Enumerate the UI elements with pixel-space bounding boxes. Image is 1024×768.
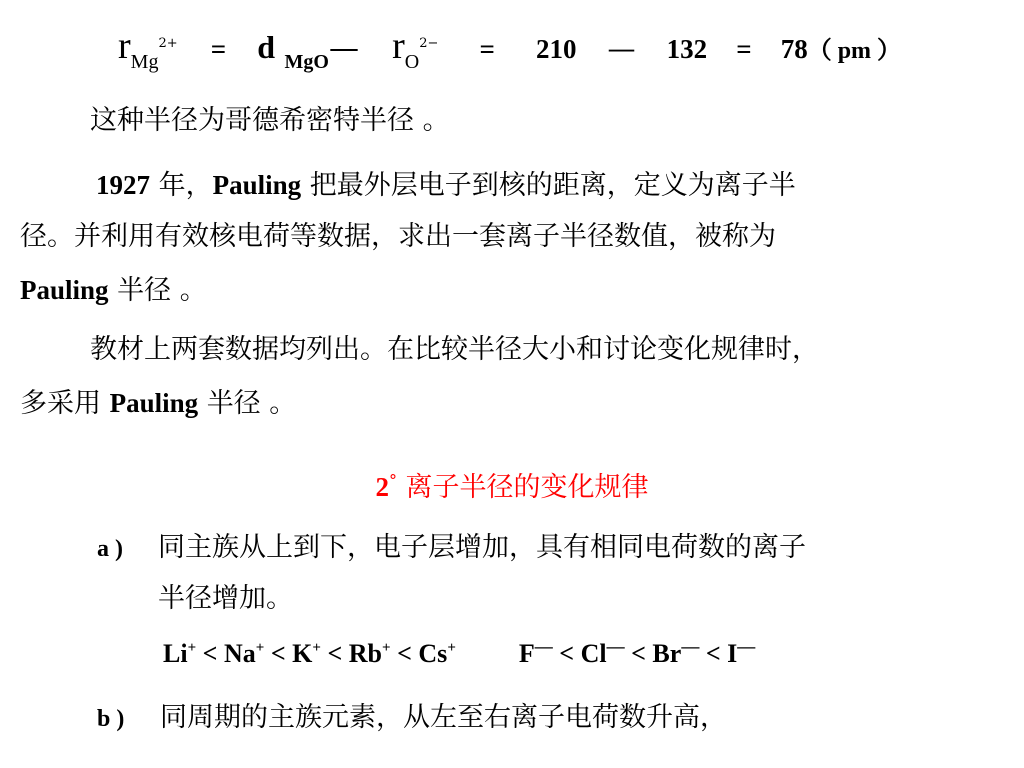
pauling-year-suffix: 年， bbox=[150, 170, 213, 201]
anion-f: F bbox=[518, 639, 535, 668]
formula-value-132: 132 bbox=[666, 34, 708, 64]
formula-r-sub-o: O bbox=[404, 51, 420, 73]
pauling-name-2: Pauling bbox=[20, 275, 109, 305]
item-b-line-1: 同周期的主族元素，从左至右离子电荷数升高， bbox=[160, 702, 727, 733]
anion-charge: — bbox=[681, 636, 700, 656]
pauling-paragraph-line-1 bbox=[96, 166, 796, 205]
section-heading bbox=[0, 465, 1024, 504]
item-a-line-2: 半径增加。 bbox=[158, 583, 293, 614]
formula-value-78: 78 bbox=[780, 34, 808, 64]
less-than-sign: < bbox=[327, 639, 343, 668]
anion-br: Br bbox=[652, 639, 682, 668]
cation-na: Na bbox=[223, 639, 256, 668]
less-than-sign: < bbox=[270, 639, 286, 668]
goldschmidt-sentence: 这种半径为哥德希密特半径 。 bbox=[90, 105, 450, 136]
cation-li: Li bbox=[163, 639, 188, 668]
formula-r-sup-2plus: 2+ bbox=[158, 36, 178, 51]
ion-radius-comparison bbox=[163, 636, 755, 669]
formula-r-sub-mg: Mg bbox=[130, 51, 159, 73]
formula-r-symbol-2: r bbox=[392, 25, 405, 67]
item-a-line-1: 同主族从上到下，电子层增加，具有相同电荷数的离子 bbox=[158, 532, 806, 563]
textbook-paragraph-line-2 bbox=[20, 384, 296, 423]
pauling-paragraph-line-3 bbox=[20, 271, 207, 310]
formula-equals-2: = bbox=[479, 34, 495, 64]
less-than-sign: < bbox=[397, 639, 412, 668]
item-b-label: b ) bbox=[97, 706, 125, 732]
formula-minus-2: — bbox=[607, 32, 636, 65]
textbook-paragraph-line-1: 教材上两套数据均列出。在比较半径大小和讨论变化规律时， bbox=[90, 334, 819, 365]
item-a-label: a ) bbox=[97, 536, 123, 562]
pauling-name-3: Pauling bbox=[109, 388, 199, 418]
pauling-paragraph-line-2: 径。并利用有效核电荷等数据，求出一套离子半径数值，被称为 bbox=[20, 221, 776, 252]
formula-value-210: 210 bbox=[535, 34, 577, 64]
less-than-sign: < bbox=[559, 639, 575, 668]
textbook-line-2-prefix: 多采用 bbox=[20, 388, 110, 419]
anion-cl: Cl bbox=[580, 639, 607, 668]
cation-cs: Cs bbox=[418, 639, 448, 668]
formula-r-symbol: r bbox=[118, 25, 131, 67]
pauling-line-3-text: 半径 。 bbox=[108, 275, 207, 306]
formula-r-sup-2minus: 2− bbox=[419, 36, 439, 51]
anion-charge: — bbox=[606, 636, 625, 656]
anion-charge: — bbox=[534, 636, 553, 656]
less-than-sign: < bbox=[631, 639, 646, 668]
cation-charge: + bbox=[312, 640, 321, 656]
anion-i: I bbox=[727, 639, 738, 668]
section-heading-degree: ° bbox=[388, 471, 397, 490]
formula-d-sub-mgo: MgO bbox=[284, 51, 329, 73]
formula-unit: （ pm ） bbox=[807, 38, 902, 64]
cation-rb: Rb bbox=[348, 639, 383, 668]
cation-k: K bbox=[292, 639, 313, 668]
textbook-line-2-text: 半径 。 bbox=[198, 388, 297, 419]
pauling-line-1-text: 把最外层电子到核的距离，定义为离子半 bbox=[301, 170, 796, 201]
section-heading-text: 离子半径的变化规律 bbox=[396, 472, 649, 503]
cation-charge: + bbox=[187, 640, 197, 656]
formula-equals-3: = bbox=[736, 34, 752, 64]
pauling-year: 1927 bbox=[96, 170, 150, 200]
less-than-sign: < bbox=[705, 639, 721, 668]
cation-charge: + bbox=[447, 640, 456, 656]
pauling-name: Pauling bbox=[212, 170, 302, 200]
cation-charge: + bbox=[255, 640, 265, 656]
less-than-sign: < bbox=[202, 639, 218, 668]
anion-charge: — bbox=[737, 636, 756, 656]
cation-charge: + bbox=[382, 640, 391, 656]
formula-minus-1: — bbox=[328, 31, 359, 66]
formula-d-symbol: d bbox=[257, 29, 275, 65]
section-heading-number: 2 bbox=[375, 472, 389, 502]
formula-line bbox=[118, 24, 901, 84]
formula-equals-1: = bbox=[210, 34, 227, 64]
